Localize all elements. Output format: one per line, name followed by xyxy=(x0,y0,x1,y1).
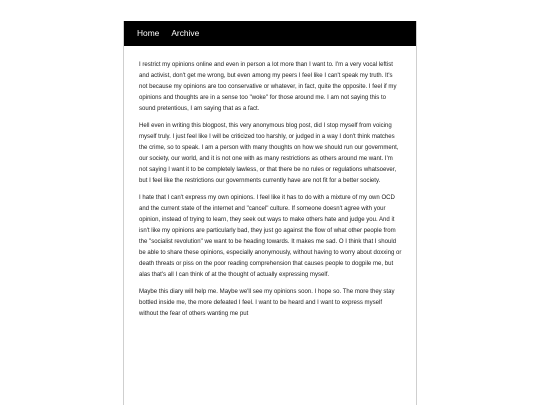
post-paragraph: Hell even in writing this blogpost, this very anonymous blog post, did I stop myself from voicing myself truly. I just feel like I will be criticized too harshly, or judged in a way I don't think matches the crime, so to speak. I am a person with many thoughts on how we should run our government, our society, our world, and it is not one with as many restrictions as others around me want. I'm not saying I want it to be completely lawless, or that there be no rules or regulations whatsoever, but I feel like the restrictions our governments currently have are not fit for a better society. xyxy=(139,123,399,184)
nav-home-link[interactable]: Home xyxy=(137,28,160,39)
post-paragraph: I hate that I can't express my own opinions. I feel like it has to do with a mixture of my own OCD and the current state of the internet and "cancel" culture. If someone doesn't agree with your opinion, instead of trying to learn, they seek out ways to make others hate and judge you. And it isn't like my opinions are particularly bad, they just go against the flow of what other people from the "socialist revolution" we want to be heading towards. It makes me sad. O I think that I should be able to share these opinions, especially anonymously, without having to worry about doxxing or death threats or piss on the poor reading comprehension that causes people to dogpile me, but alas that's all I can think of at the thought of actually expressing myself. xyxy=(139,195,402,278)
nav-archive-link[interactable]: Archive xyxy=(171,28,200,39)
post-paragraph: I restrict my opinions online and even in person a lot more than I want to. I'm a very vocal leftist and activist, don't get me wrong, but even among my peers I feel like I can't speak my truth. It's not because my opinions are too conservative or whatever, in fact, quite the opposite. I feel if my opinions and thoughts are in a sense too "woke" for those around me. I am not saying this to sound pretentious, I am saying that as a fact. xyxy=(139,62,397,112)
top-navbar xyxy=(124,21,416,46)
post-paragraph: Maybe this diary will help me. Maybe we'll see my opinions soon. I hope so. The more they stay bottled inside me, the more defeated I feel. I want to be heard and I want to express myself without the fear of others wanting me put xyxy=(139,289,395,317)
blog-post xyxy=(124,46,416,320)
blog-page xyxy=(123,21,417,405)
